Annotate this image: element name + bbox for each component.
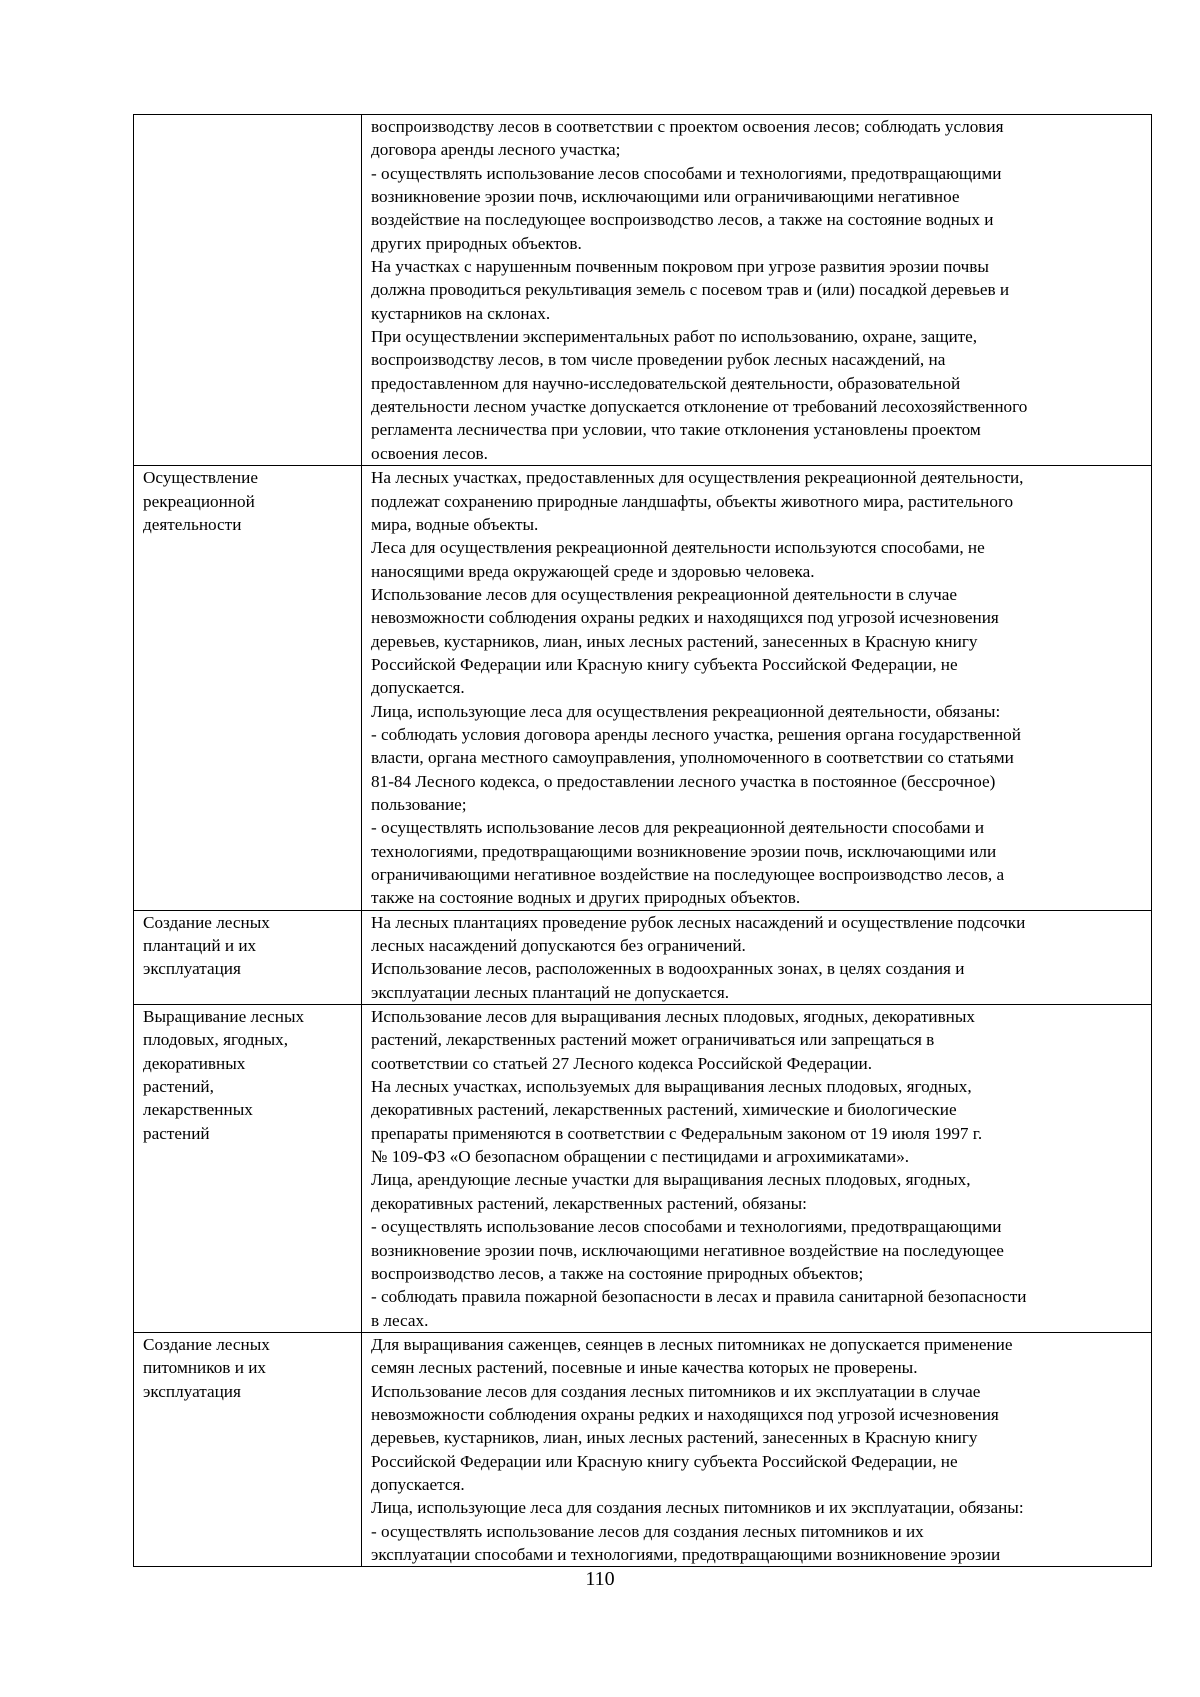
- regulation-table: [133, 114, 1152, 1567]
- requirements-line: лесных насаждений допускаются без ограничений.: [371, 936, 746, 956]
- requirements-line: При осуществлении экспериментальных работ по использованию, охране, защите,: [371, 327, 978, 347]
- requirements-line: технологиями, предотвращающими возникновение эрозии почв, исключающими или: [371, 841, 997, 861]
- requirements-line: - осуществлять использование лесов для рекреационной деятельности способами и: [371, 818, 985, 838]
- activity-type-line: деятельности: [143, 514, 242, 534]
- requirements-cell: [362, 115, 1152, 466]
- requirements-line: Лица, арендующие лесные участки для выращивания лесных плодовых, ягодных,: [371, 1170, 971, 1190]
- requirements-line: - соблюдать правила пожарной безопасности в лесах и правила санитарной безопасности: [371, 1287, 1027, 1307]
- activity-type-cell: [134, 115, 362, 466]
- requirements-line: мира, водные объекты.: [371, 514, 539, 534]
- requirements-line: - осуществлять использование лесов способами и технологиями, предотвращающими: [371, 163, 1002, 183]
- requirements-line: Для выращивания саженцев, сеянцев в лесных питомниках не допускается применение: [371, 1334, 1013, 1354]
- table-row: [134, 466, 1152, 911]
- activity-type-line: питомников и их: [143, 1358, 266, 1378]
- requirements-line: декоративных растений, лекарственных растений, химические и биологические: [371, 1100, 957, 1120]
- requirements-line: Российской Федерации или Красную книгу субъекта Российской Федерации, не: [371, 1451, 958, 1471]
- table-row: [134, 115, 1152, 466]
- requirements-line: допускается.: [371, 678, 465, 698]
- requirements-line: регламента лесничества при условии, что такие отклонения установлены проектом: [371, 420, 981, 440]
- activity-type-cell: [134, 1332, 362, 1566]
- requirements-line: предоставленном для научно-исследовательской деятельности, образовательной: [371, 373, 961, 393]
- requirements-line: 81-84 Лесного кодекса, о предоставлении лесного участка в постоянное (бессрочное): [371, 771, 996, 791]
- activity-type-line: лекарственных: [143, 1100, 253, 1120]
- requirements-cell: [362, 1332, 1152, 1566]
- requirements-line: кустарников на склонах.: [371, 303, 551, 323]
- requirements-line: возникновение эрозии почв, исключающими негативное воздействие на последующее: [371, 1240, 1004, 1260]
- requirements-line: воздействие на последующее воспроизводство лесов, а также на состояние водных и: [371, 210, 994, 230]
- requirements-line: власти, органа местного самоуправления, уполномоченного в соответствии со статьями: [371, 748, 1014, 768]
- requirements-line: Лица, использующие леса для создания лесных питомников и их эксплуатации, обязаны:: [371, 1498, 1024, 1518]
- requirements-line: Использование лесов, расположенных в водоохранных зонах, в целях создания и: [371, 959, 965, 979]
- requirements-line: - соблюдать условия договора аренды лесного участка, решения органа государственной: [371, 724, 1021, 744]
- requirements-line: Использование лесов для выращивания лесных плодовых, ягодных, декоративных: [371, 1007, 976, 1027]
- requirements-line: наносящими вреда окружающей среде и здоровью человека.: [371, 561, 815, 581]
- requirements-cell: [362, 1005, 1152, 1333]
- table-body: [134, 115, 1152, 1567]
- requirements-line: На лесных участках, используемых для выращивания лесных плодовых, ягодных,: [371, 1077, 972, 1097]
- requirements-line: деревьев, кустарников, лиан, иных лесных растений, занесенных в Красную книгу: [371, 631, 978, 651]
- requirements-line: договора аренды лесного участка;: [371, 140, 621, 160]
- requirements-line: возникновение эрозии почв, исключающими или ограничивающими негативное: [371, 187, 960, 207]
- requirements-line: эксплуатации лесных плантаций не допускается.: [371, 982, 730, 1002]
- activity-type-cell: [134, 1005, 362, 1333]
- requirements-line: невозможности соблюдения охраны редких и находящихся под угрозой исчезновения: [371, 608, 999, 628]
- activity-type-line: Осуществление: [143, 468, 258, 488]
- requirements-line: воспроизводству лесов в соответствии с проектом освоения лесов; соблюдать условия: [371, 117, 1004, 136]
- requirements-line: других природных объектов.: [371, 233, 582, 253]
- activity-type-line: растений: [143, 1123, 210, 1143]
- requirements-line: ограничивающими негативное воздействие на последующее воспроизводство лесов, а: [371, 865, 1005, 884]
- activity-type-line: декоративных: [143, 1053, 246, 1073]
- requirements-line: соответствии со статьей 27 Лесного кодекса Российской Федерации.: [371, 1053, 873, 1073]
- requirements-line: Леса для осуществления рекреационной деятельности используются способами, не: [371, 538, 985, 558]
- requirements-line: Использование лесов для создания лесных питомников и их эксплуатации в случае: [371, 1381, 981, 1401]
- page-number: 110: [585, 1568, 615, 1590]
- activity-type-line: плодовых, ягодных,: [143, 1030, 289, 1050]
- activity-type-line: эксплуатация: [143, 1381, 241, 1401]
- activity-type-line: плантаций и их: [143, 936, 257, 956]
- requirements-line: освоения лесов.: [371, 443, 488, 463]
- requirements-line: № 109-ФЗ «О безопасном обращении с пестицидами и агрохимикатами».: [371, 1147, 910, 1167]
- requirements-line: деревьев, кустарников, лиан, иных лесных растений, занесенных в Красную книгу: [371, 1428, 978, 1448]
- requirements-line: пользование;: [371, 794, 467, 814]
- requirements-cell: [362, 466, 1152, 911]
- requirements-line: деятельности лесном участке допускается отклонение от требований лесохозяйственного: [371, 397, 1028, 417]
- activity-type-line: Создание лесных: [143, 912, 270, 932]
- requirements-line: Лица, использующие леса для осуществления рекреационной деятельности, обязаны:: [371, 701, 1001, 721]
- requirements-cell: [362, 910, 1152, 1004]
- requirements-line: растений, лекарственных растений может ограничиваться или запрещаться в: [371, 1030, 935, 1050]
- activity-type-line: рекреационной: [143, 491, 255, 511]
- table-row: [134, 910, 1152, 1004]
- requirements-line: На лесных плантациях проведение рубок лесных насаждений и осуществление подсочки: [371, 912, 1026, 932]
- table-row: [134, 1332, 1152, 1566]
- requirements-line: препараты применяются в соответствии с Федеральным законом от 19 июля 1997 г.: [371, 1123, 983, 1143]
- requirements-line: воспроизводство лесов, а также на состояние природных объектов;: [371, 1263, 864, 1283]
- activity-type-line: растений,: [143, 1077, 214, 1097]
- requirements-line: Использование лесов для осуществления рекреационной деятельности в случае: [371, 584, 957, 604]
- requirements-line: На участках с нарушенным почвенным покровом при угрозе развития эрозии почвы: [371, 257, 989, 277]
- requirements-line: воспроизводству лесов, в том числе проведении рубок лесных насаждений, на: [371, 350, 946, 370]
- requirements-line: семян лесных растений, посевные и иные качества которых не проверены.: [371, 1358, 918, 1378]
- requirements-line: также на состояние водных и других природных объектов.: [371, 888, 801, 908]
- activity-type-line: Создание лесных: [143, 1334, 270, 1354]
- activity-type-cell: [134, 466, 362, 911]
- requirements-line: - осуществлять использование лесов для создания лесных питомников и их: [371, 1521, 924, 1541]
- requirements-line: Российской Федерации или Красную книгу субъекта Российской Федерации, не: [371, 654, 958, 674]
- requirements-line: На лесных участках, предоставленных для осуществления рекреационной деятельности,: [371, 468, 1024, 488]
- requirements-line: декоративных растений, лекарственных растений, обязаны:: [371, 1193, 807, 1213]
- requirements-line: эксплуатации способами и технологиями, предотвращающими возникновение эрозии: [371, 1544, 1001, 1564]
- activity-type-line: Выращивание лесных: [143, 1007, 305, 1027]
- requirements-line: - осуществлять использование лесов способами и технологиями, предотвращающими: [371, 1217, 1002, 1237]
- table-row: [134, 1005, 1152, 1333]
- activity-type-cell: [134, 910, 362, 1004]
- requirements-line: должна проводиться рекультивация земель с посевом трав и (или) посадкой деревьев и: [371, 280, 1010, 300]
- requirements-line: в лесах.: [371, 1310, 429, 1330]
- requirements-line: невозможности соблюдения охраны редких и находящихся под угрозой исчезновения: [371, 1404, 999, 1424]
- requirements-line: подлежат сохранению природные ландшафты, объекты животного мира, растительного: [371, 491, 1014, 511]
- requirements-line: допускается.: [371, 1474, 465, 1494]
- activity-type-line: эксплуатация: [143, 959, 241, 979]
